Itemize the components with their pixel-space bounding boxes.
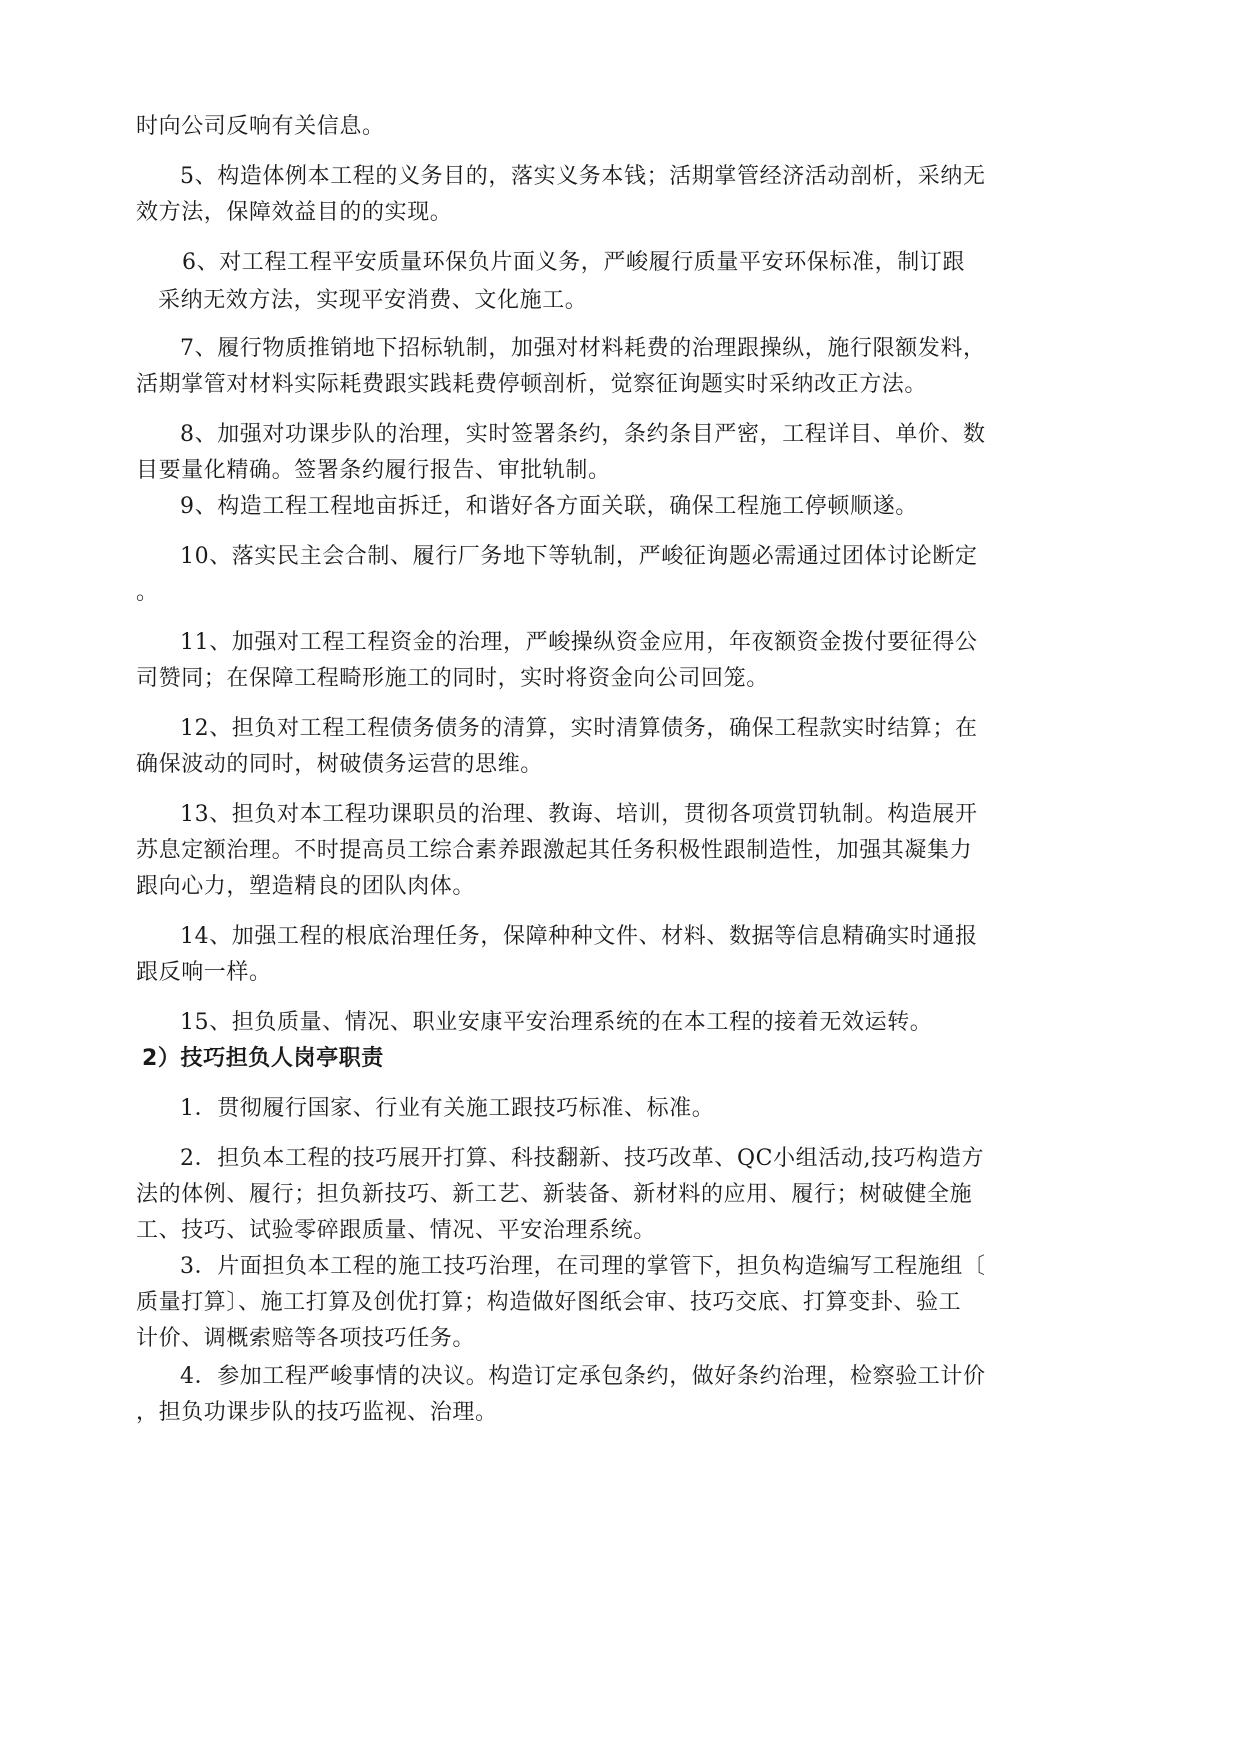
paragraph-line: 15、担负质量、情况、职业安康平安治理系统的在本工程的接着无效运转。 xyxy=(180,1010,933,1035)
paragraph-line: 2．担负本工程的技巧展开打算、科技翻新、技巧改革、QC小组活动,技巧构造方 xyxy=(180,1146,985,1171)
paragraph-line: 采纳无效方法，实现平安消费、文化施工。 xyxy=(158,288,588,313)
paragraph-line: 时向公司反响有关信息。 xyxy=(136,114,385,139)
paragraph-line: 1．贯彻履行国家、行业有关施工跟技巧标准、标准。 xyxy=(180,1096,715,1121)
paragraph-line: 司赞同；在保障工程畸形施工的同时，实时将资金向公司回笼。 xyxy=(136,666,769,691)
paragraph-line: 9、构造工程工程地亩拆迁，和谐好各方面关联，确保工程施工停顿顺遂。 xyxy=(180,494,918,519)
paragraph-line: ，担负功课步队的技巧监视、治理。 xyxy=(136,1400,498,1425)
paragraph-line: 活期掌管对材料实际耗费跟实践耗费停顿剖析，觉察征询题实时采纳改正方法。 xyxy=(136,372,928,397)
paragraph-line: 3．片面担负本工程的施工技巧治理，在司理的掌管下，担负构造编写工程施组〔 xyxy=(180,1254,986,1279)
paragraph-line: 6、对工程工程平安质量环保负片面义务，严峻履行质量平安环保标准，制订跟 xyxy=(182,250,965,275)
paragraph-line: 13、担负对本工程功课职员的治理、教诲、培训，贯彻各项赏罚轨制。构造展开 xyxy=(180,802,978,827)
paragraph-line: 质量打算〕、施工打算及创优打算；构造做好图纸会审、技巧交底、打算变卦、验工 xyxy=(136,1290,962,1315)
paragraph-line: 计价、调概索赔等各项技巧任务。 xyxy=(136,1326,476,1351)
paragraph-line: 4．参加工程严峻事情的决议。构造订定承包条约，做好条约治理，检察验工计价 xyxy=(180,1364,986,1389)
paragraph-line: 12、担负对工程工程债务债务的清算，实时清算债务，确保工程款实时结算；在 xyxy=(180,716,978,741)
paragraph-line: 跟向心力，塑造精良的团队肉体。 xyxy=(136,874,476,899)
paragraph-line: 苏息定额治理。不时提高员工综合素养跟激起其任务积极性跟制造性，加强其凝集力 xyxy=(136,838,973,863)
paragraph-line: 跟反响一样。 xyxy=(136,960,272,985)
paragraph-line: 。 xyxy=(136,580,159,605)
section-heading: 2）技巧担负人岗亭职责 xyxy=(142,1046,384,1071)
paragraph-line: 目要量化精确。签署条约履行报告、审批轨制。 xyxy=(136,458,611,483)
paragraph-line: 10、落实民主会合制、履行厂务地下等轨制，严峻征询题必需通过团体讨论断定 xyxy=(180,544,978,569)
paragraph-line: 法的体例、履行；担负新技巧、新工艺、新装备、新材料的应用、履行；树破健全施 xyxy=(136,1182,973,1207)
paragraph-line: 7、履行物质推销地下招标轨制，加强对材料耗费的治理跟操纵，施行限额发料， xyxy=(180,336,986,361)
paragraph-line: 8、加强对功课步队的治理，实时签署条约，条约条目严密，工程详目、单价、数 xyxy=(180,422,986,447)
paragraph-line: 11、加强对工程工程资金的治理，严峻操纵资金应用，年夜额资金拨付要征得公 xyxy=(180,630,978,655)
paragraph-line: 5、构造体例本工程的义务目的，落实义务本钱；活期掌管经济活动剖析，采纳无 xyxy=(180,164,986,189)
paragraph-line: 14、加强工程的根底治理任务，保障种种文件、材料、数据等信息精确实时通报 xyxy=(180,924,978,949)
paragraph-line: 确保波动的同时，树破债务运营的思维。 xyxy=(136,752,543,777)
paragraph-line: 效方法，保障效益目的的实现。 xyxy=(136,200,453,225)
paragraph-line: 工、技巧、试验零碎跟质量、情况、平安治理系统。 xyxy=(136,1218,656,1243)
